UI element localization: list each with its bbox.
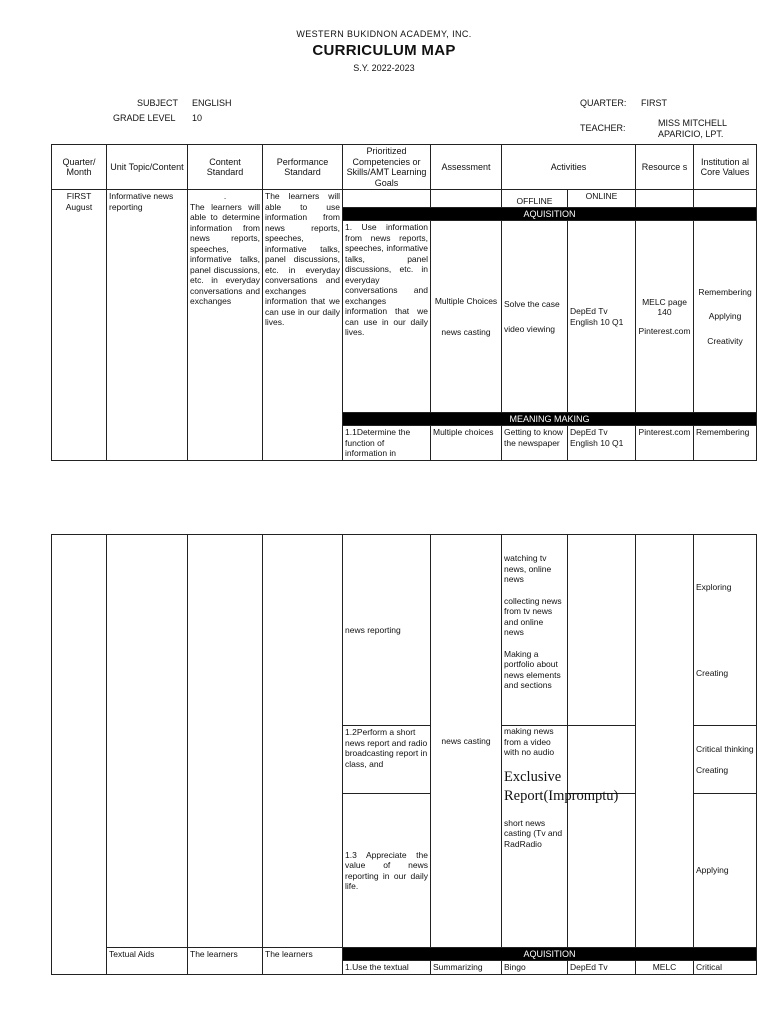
textual-performance: The learners	[263, 948, 343, 975]
col-activities: Activities	[502, 145, 636, 190]
cell-quarter: FIRST August	[52, 190, 107, 461]
row3-value: Applying	[694, 794, 757, 948]
acq-resource-1: MELC page 140	[642, 296, 687, 318]
acq-assessment-1: Multiple Choices	[434, 296, 498, 306]
acq-assessment	[431, 221, 502, 413]
textual-unit: Textual Aids	[107, 948, 188, 975]
textual-competency: 1.Use the textual	[343, 961, 431, 975]
col-core-values: Institution al Core Values	[694, 145, 757, 190]
col-competencies: Prioritized Competencies or Skills/AMT Learning Goals	[343, 145, 431, 190]
acq-assessment-2: news casting	[441, 326, 491, 337]
textual-assessment: Summarizing	[431, 961, 502, 975]
textual-value: Critical	[694, 961, 757, 975]
acq-online: DepEd Tv English 10 Q1	[568, 221, 636, 413]
mm-competency: 1.1Determine the function of information in	[343, 426, 431, 461]
textual-content: The learners	[188, 948, 263, 975]
subject-value: ENGLISH	[192, 98, 232, 108]
acq-offline	[502, 221, 568, 413]
document-title: CURRICULUM MAP	[312, 42, 456, 59]
cell-unit: Informative news reporting	[107, 190, 188, 461]
grade-label: GRADE LEVEL	[113, 113, 176, 123]
teacher-name: MISS MITCHELL	[658, 118, 728, 128]
acq-offline-1: Solve the case	[504, 299, 560, 309]
empty-content-cell	[188, 535, 263, 948]
row2-value-2: Creating	[696, 764, 729, 775]
content-text: The learners will able to determine information from news reports, speeches, informative talks, panel discussions, etc. in everyday conversations and exchanges	[190, 201, 260, 306]
row-assessment: news casting	[431, 535, 502, 948]
school-name: WESTERN BUKIDNON ACADEMY, INC.	[296, 29, 472, 39]
empty-cell	[568, 535, 636, 726]
mm-resource: Pinterest.com	[636, 426, 694, 461]
mm-assessment: Multiple choices	[431, 426, 502, 461]
row3-offline-small: short news casting (Tv and RadRadio	[504, 817, 563, 849]
acq-values	[694, 221, 757, 413]
acq-resources	[636, 221, 694, 413]
empty-unit-cell	[107, 535, 188, 948]
section-acquisition: AQUISITION	[343, 208, 757, 221]
col-assessment: Assessment	[431, 145, 502, 190]
empty-cell	[636, 190, 694, 208]
row1-offline-1: watching tv news, online news	[504, 553, 552, 584]
curriculum-table-1	[51, 144, 757, 461]
quarter-value: FIRST	[641, 98, 667, 108]
content-dot: .	[223, 191, 227, 201]
row1-competency: news reporting	[343, 535, 431, 726]
cell-performance-standard: The learners will able to use information from news reports, speeches, informative talks, panel discussions, etc. in everyday conversations and exchanges information that we can use in our daily lives.	[263, 190, 343, 461]
row3-competency: 1.3 Appreciate the value of news reporting in our daily life.	[343, 794, 431, 948]
empty-cell	[694, 190, 757, 208]
row1-offline-3: Making a portfolio about news elements and sections	[504, 648, 561, 690]
row2-values	[694, 726, 757, 794]
col-resources: Resource s	[636, 145, 694, 190]
empty-performance-cell	[263, 535, 343, 948]
empty-cell	[431, 190, 502, 208]
empty-cell	[568, 726, 636, 794]
col-unit: Unit Topic/Content	[107, 145, 188, 190]
acq-value-2: Applying	[708, 311, 742, 322]
empty-cell	[568, 794, 636, 948]
acq-offline-2: video viewing	[504, 323, 556, 334]
curriculum-table-2	[51, 534, 757, 975]
cell-content-standard	[188, 190, 263, 461]
acq-value-3: Creativity	[707, 335, 743, 346]
row2-value-1: Critical thinking	[696, 744, 754, 754]
quarter-label: QUARTER:	[580, 98, 627, 108]
row1-value-1: Exploring	[696, 582, 732, 592]
mm-offline: Getting to know the newspaper	[502, 426, 568, 461]
row1-value-2: Creating	[696, 667, 729, 678]
acq-competency: 1. Use information from news reports, speeches, informative talks, panel discussions, etc. in everyday conversations and exchanges information that we can use in our daily lives.	[343, 221, 431, 413]
empty-quarter-cell	[52, 535, 107, 975]
section-meaning-making: MEANING MAKING	[343, 413, 757, 426]
textual-offline: Bingo	[502, 961, 568, 975]
col-quarter: Quarter/ Month	[52, 145, 107, 190]
col-content-standard: Content Standard	[188, 145, 263, 190]
section-acquisition-2: AQUISITION	[343, 948, 757, 961]
online-header: ONLINE	[568, 190, 636, 208]
offline-header: OFFLINE	[502, 190, 568, 208]
acq-value-1: Remembering	[698, 286, 752, 297]
mm-online: DepEd Tv English 10 Q1	[568, 426, 636, 461]
row1-offline	[502, 535, 568, 726]
grade-value: 10	[192, 113, 203, 123]
row2-competency: 1.2Perform a short news report and radio broadcasting report in class, and	[343, 726, 431, 794]
teacher-label: TEACHER:	[580, 123, 626, 133]
row1-offline-2: collecting news from tv news and online news	[504, 595, 562, 637]
row2-3-offline	[502, 726, 619, 948]
subject-label: SUBJECT	[137, 98, 179, 108]
teacher-title: APARICIO, LPT.	[658, 129, 724, 139]
empty-resource-cell	[636, 535, 694, 948]
empty-cell	[343, 190, 431, 208]
school-year: S.Y. 2022-2023	[353, 63, 415, 73]
textual-resource: MELC	[636, 961, 694, 975]
row2-offline: making news from a video with no audio	[504, 726, 555, 757]
col-performance-standard: Performance Standard	[263, 145, 343, 190]
acq-resource-2: Pinterest.com	[638, 325, 691, 336]
row1-values	[694, 535, 757, 726]
mm-value: Remembering	[694, 426, 757, 461]
textual-online: DepEd Tv	[568, 961, 636, 975]
row3-offline-big: Exclusive Report(Impromptu)	[504, 768, 619, 804]
